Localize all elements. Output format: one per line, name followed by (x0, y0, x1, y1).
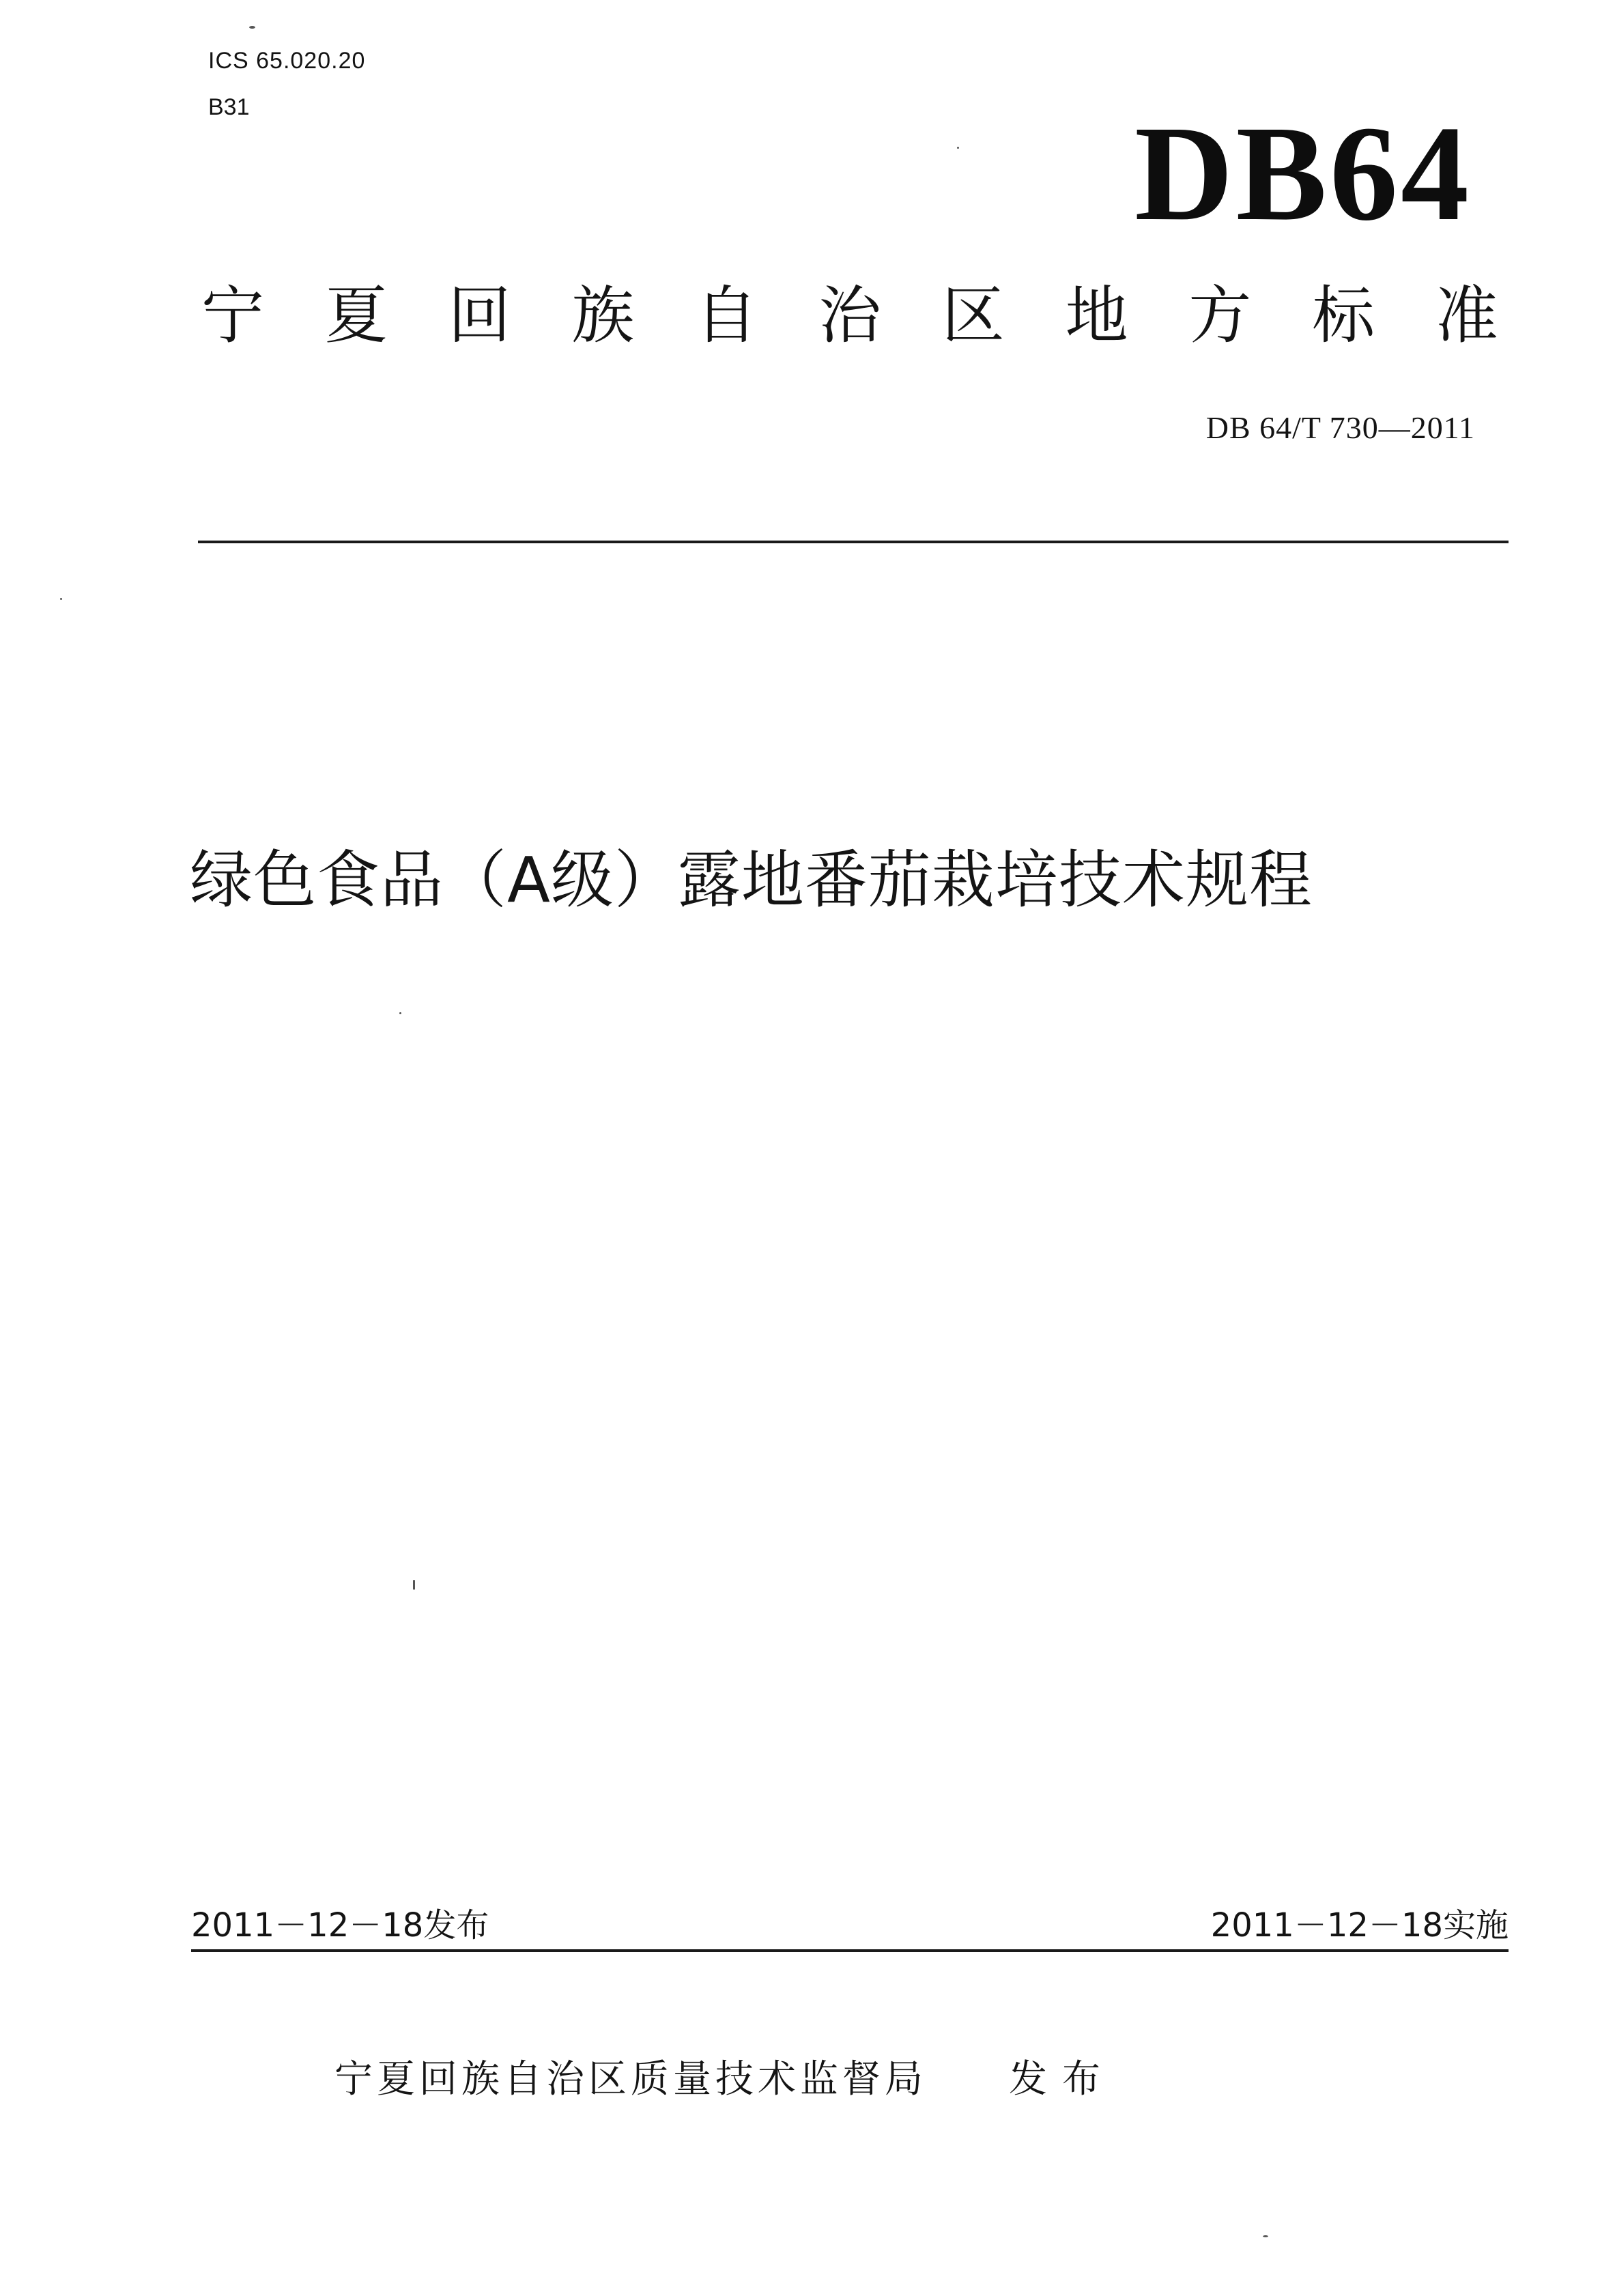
scan-speck (399, 1012, 401, 1014)
ics-code: ICS 65.020.20 (208, 48, 366, 74)
scan-speck (413, 1580, 415, 1590)
issuer-name: 宁夏回族自治区质量技术监督局 (334, 2057, 927, 2101)
implement-date: 2011－12－18实施 (1210, 1906, 1509, 1945)
standard-number: DB 64/T 730—2011 (1205, 410, 1475, 445)
scan-speck (249, 26, 255, 29)
scan-speck (957, 147, 959, 149)
issuer-action: 发布 (1009, 2057, 1115, 2101)
standard-type-char: 准 (1435, 279, 1498, 352)
date-row (191, 1899, 1509, 1946)
standard-type-char: 区 (941, 279, 1005, 352)
scan-speck (1263, 2235, 1268, 2237)
standard-type-char: 夏 (324, 279, 388, 352)
standard-type-char: 地 (1065, 279, 1128, 352)
standard-type-char: 族 (571, 279, 635, 352)
top-divider (198, 541, 1509, 543)
bottom-divider (191, 1949, 1509, 1952)
issuer-line (334, 2049, 1115, 2104)
standard-type-char: 治 (818, 279, 881, 352)
standard-type-heading (201, 278, 1498, 354)
standard-logo: DB64 (1134, 98, 1472, 249)
issue-date: 2011－12－18发布 (191, 1906, 489, 1945)
scan-speck (60, 598, 62, 600)
standard-type-char: 宁 (201, 279, 265, 352)
document-title: 绿色食品（A级）露地番茄栽培技术规程 (190, 844, 1313, 917)
standard-type-char: 回 (448, 279, 511, 352)
ccs-code: B31 (208, 94, 250, 120)
standard-type-char: 方 (1188, 279, 1252, 352)
standard-type-char: 自 (695, 279, 758, 352)
standard-type-char: 标 (1312, 279, 1375, 352)
